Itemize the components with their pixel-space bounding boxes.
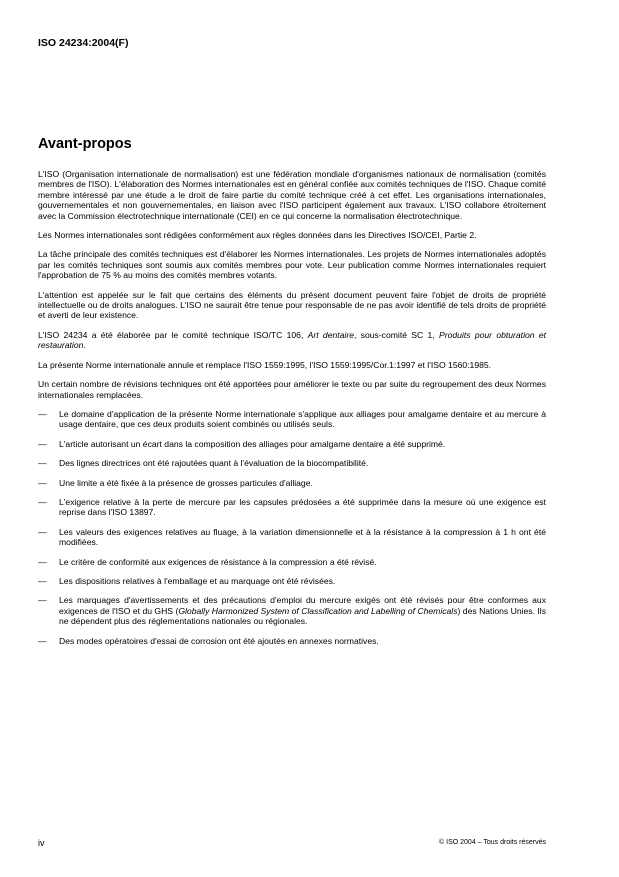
list-item bbox=[38, 497, 546, 518]
page-number: iv bbox=[38, 838, 45, 848]
list-item bbox=[38, 636, 546, 646]
page-title: Avant-propos bbox=[38, 136, 132, 152]
list-item bbox=[38, 576, 546, 586]
list-item bbox=[38, 527, 546, 548]
list-item-text: Des lignes directrices ont été rajoutées quant à l'évaluation de la biocompatibilité. bbox=[59, 458, 369, 469]
paragraph: L'attention est appelée sur le fait que certains des éléments du présent document peuvent faire l'objet de droits de propriété intellectuelle ou de droits analogues. L'ISO ne saurait être tenue pour responsable de ne pas avoir identifié de tels droits de propriété et averti de leur existence. bbox=[38, 289, 546, 321]
paragraph: Un certain nombre de révisions techniques ont été apportées pour améliorer le texte ou par suite du regroupement des deux Normes internationales remplacées. bbox=[38, 379, 546, 400]
list-item-text: Les marquages d'avertissements et des précautions d'emploi du mercure exigés ont été révisés pour être conformes aux exigences de l'ISO et du GHS ( bbox=[59, 595, 546, 616]
list-item-text: Les dispositions relatives à l'emballage et au marquage ont été révisées. bbox=[59, 575, 336, 586]
list-item bbox=[38, 595, 546, 626]
paragraph: Les Normes internationales sont rédigées conformément aux règles données dans les Directives ISO/CEI, Partie 2. bbox=[38, 230, 477, 241]
elaboration-text: . bbox=[83, 340, 86, 351]
list-item bbox=[38, 409, 546, 430]
dash-marker: — bbox=[38, 635, 47, 646]
list-item bbox=[38, 458, 546, 468]
dash-marker: — bbox=[38, 575, 47, 586]
list-item bbox=[38, 478, 546, 488]
elaboration-paragraph bbox=[38, 330, 546, 351]
dash-marker: — bbox=[38, 408, 47, 419]
list-item-text: ) des Nations Unies. Ils ne dépendent plus des réglementations nationales ou régionales. bbox=[59, 605, 546, 627]
sc-title: Produits pour obturation et restauration bbox=[38, 329, 547, 351]
revision-list bbox=[38, 409, 546, 646]
list-item-text: L'article autorisant un écart dans la composition des alliages pour amalgame dentaire a été supprimé. bbox=[59, 438, 446, 449]
dash-marker: — bbox=[38, 556, 47, 567]
list-item-text: L'exigence relative à la perte de mercure par les capsules prédosées a été supprimée dans la mesure où une exigence est reprise dans l'ISO 13897. bbox=[59, 496, 546, 518]
list-item bbox=[38, 439, 546, 449]
list-item-text: Des modes opératoires d'essai de corrosion ont été ajoutés en annexes normatives. bbox=[59, 635, 379, 646]
dash-marker: — bbox=[38, 458, 47, 469]
document-id: ISO 24234:2004(F) bbox=[38, 37, 129, 49]
dash-marker: — bbox=[38, 496, 47, 507]
list-item-text: Le critère de conformité aux exigences de résistance à la compression a été révisé. bbox=[59, 556, 377, 567]
dash-marker: — bbox=[38, 526, 47, 537]
paragraph: La tâche principale des comités techniques est d'élaborer les Normes internationales. Les projets de Normes internationales adoptés par les comités techniques sont soumis aux comités membres pour vote. Leur publication comme Normes internationales requiert l'approbation de 75 % au moins des comités membres votants. bbox=[38, 249, 546, 281]
elaboration-text: L'ISO 24234 a été élaborée par le comité technique ISO/TC 106, bbox=[38, 329, 308, 340]
paragraph: L'ISO (Organisation internationale de normalisation) est une fédération mondiale d'organismes nationaux de normalisation (comités membres de l'ISO). L'élaboration des Normes internationales est en général confiée aux comités techniques de l'ISO. Chaque comité membre intéressé par une étude a le droit de faire partie du comité technique créé à cet effet. Les organisations internationales, gouvernementales et non gouvernementales, en liaison avec l'ISO participent également aux travaux. L'ISO collabore étroitement avec la Commission électrotechnique internationale (CEI) en ce qui concerne la normalisation électrotechnique. bbox=[38, 169, 546, 221]
dash-marker: — bbox=[38, 438, 47, 449]
dash-marker: — bbox=[38, 595, 47, 606]
list-item-text: Les valeurs des exigences relatives au fluage, à la variation dimensionnelle et à la résistance à la compression à 1 h ont été modifiées. bbox=[59, 526, 546, 548]
list-item-text: Une limite a été fixée à la présence de grosses particules d'alliage. bbox=[59, 477, 313, 488]
tc-title: Art dentaire bbox=[307, 329, 354, 340]
ghs-full-name: Globally Harmonized System of Classification and Labelling of Chemicals bbox=[178, 605, 458, 616]
paragraph: La présente Norme internationale annule et remplace l'ISO 1559:1995, l'ISO 1559:1995/Cor.1:1997 et l'ISO 1560:1985. bbox=[38, 359, 492, 370]
elaboration-text: , sous-comité SC 1, bbox=[353, 329, 439, 340]
list-item bbox=[38, 557, 546, 567]
dash-marker: — bbox=[38, 477, 47, 488]
list-item-text: Le domaine d'application de la présente Norme internationale s'applique aux alliages pour amalgame dentaire et au mercure à usage dentaire, que ces deux produits soient combinés ou utilisés seuls. bbox=[59, 408, 546, 430]
foreword-body bbox=[38, 169, 546, 655]
copyright-notice: © ISO 2004 – Tous droits réservés bbox=[439, 839, 546, 846]
